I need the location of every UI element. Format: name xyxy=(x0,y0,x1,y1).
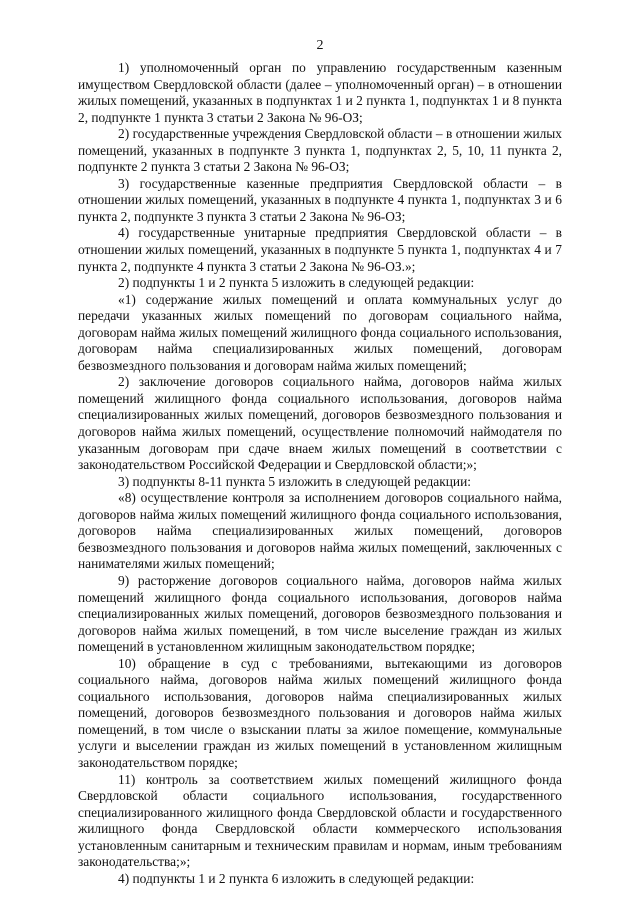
document-body xyxy=(78,60,562,887)
paragraph-10: 9) расторжение договоров социального найма, договоров найма жилых помещений жилищного фонда социального использования, договоров найма специализированных жилых помещений, договоров безвозмездного пользования и договоров найма жилых помещений, в том числе выселение граждан из жилых помещений в установленном жилищным законодательством порядке; xyxy=(78,572,562,655)
paragraph-8: 3) подпункты 8-11 пункта 5 изложить в следующей редакции: xyxy=(118,473,471,489)
paragraph-4: 4) государственные унитарные предприятия Свердловской области – в отношении жилых помещений, указанных в подпункте 5 пункта 1, подпунктах 4 и 7 пункта 2, подпункте 4 пункта 3 статьи 2 Закона № 96-ОЗ.»; xyxy=(78,225,562,274)
paragraph-3: 3) государственные казенные предприятия Свердловской области – в отношении жилых помещений, указанных в подпункте 4 пункта 1, подпунктах 3 и 6 пункта 2, подпункте 3 пункта 3 статьи 2 Закона № 96-ОЗ; xyxy=(78,175,562,224)
paragraph-7: 2) заключение договоров социального найма, договоров найма жилых помещений жилищного фонда социального использования, договоров найма специализированных жилых помещений, договоров безвозмездного пользования и договоров найма жилых помещений, осуществление полномочий наймодателя по указанным договорам при сдаче внаем жилых помещений в соответствии с законодательством Российской Федерации и Свердловской области;»; xyxy=(78,374,562,473)
paragraph-5: 2) подпункты 1 и 2 пункта 5 изложить в следующей редакции: xyxy=(118,275,475,291)
paragraph-6: «1) содержание жилых помещений и оплата коммунальных услуг до передачи указанных жилых помещений по договорам социального найма, договорам найма жилых помещений жилищного фонда социального использования, договорам найма специализированных жилых помещений, договорам безвозмездного пользования и договорам найма жилых помещений; xyxy=(78,291,562,373)
paragraph-12: 11) контроль за соответствием жилых помещений жилищного фонда Свердловской области социального использования, государственного специализированного жилищного фонда Свердловской области и государственного жилищного фонда Свердловской области коммерческого использования установленным санитарным и техническим правилам и нормам, иным требованиям законодательства;»; xyxy=(78,771,562,870)
paragraph-9: «8) осуществление контроля за исполнением договоров социального найма, договоров найма жилых помещений жилищного фонда социального использования, договоров найма специализированных жилых помещений, договоров безвозмездного пользования и договоров найма жилых помещений, заключенных с нанимателями жилых помещений; xyxy=(78,490,562,572)
paragraph-1: 1) уполномоченный орган по управлению государственным казенным имуществом Свердловской области (далее – уполномоченный орган) – в отношении жилых помещений, указанных в подпунктах 1 и 2 пункта 1, подпунктах 1 и 8 пункта 2, подпункте 1 пункта 3 статьи 2 Закона № 96-ОЗ; xyxy=(78,60,562,125)
paragraph-13: 4) подпункты 1 и 2 пункта 6 изложить в следующей редакции: xyxy=(118,870,475,886)
page-number: 2 xyxy=(316,38,324,53)
paragraph-11: 10) обращение в суд с требованиями, вытекающими из договоров социального найма, договоров найма жилых помещений жилищного фонда социального использования, договоров найма специализированных жилых помещений, договоров безвозмездного пользования и договоров найма жилых помещений, в том числе о взыскании платы за жилое помещение, коммунальные услуги и выселении граждан из жилых помещений в установленном жилищным законодательством порядке; xyxy=(78,655,562,770)
paragraph-2: 2) государственные учреждения Свердловской области – в отношении жилых помещений, указанных в подпункте 3 пункта 1, подпунктах 2, 5, 10, 11 пункта 2, подпункте 2 пункта 3 статьи 2 Закона № 96-ОЗ; xyxy=(78,126,562,175)
